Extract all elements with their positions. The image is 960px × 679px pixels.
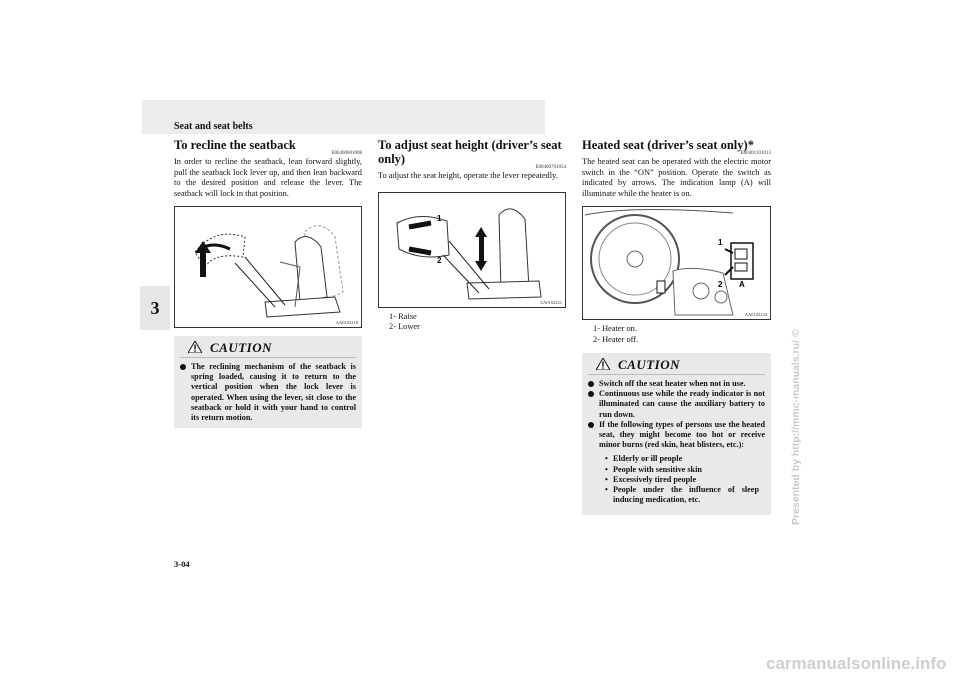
height-legend <box>378 312 566 333</box>
caution-title: CAUTION <box>210 340 273 355</box>
column-heated <box>582 138 771 515</box>
bullet-icon <box>588 422 594 428</box>
caution-item <box>180 362 356 423</box>
height-figure <box>378 192 566 308</box>
bullet-icon <box>588 391 594 397</box>
fig-label-a: A <box>739 280 745 289</box>
recline-body: In order to recline the seatback, lean forward slightly, pull the seatback lock lever up, and then lean backward to the desired position and release the lever. The seatback will lock in that position. <box>174 157 362 198</box>
heated-figure-code: AA0102234 <box>744 312 767 317</box>
dot-icon: • <box>605 454 608 464</box>
caution-subitem <box>605 485 759 505</box>
seat-height-illustration <box>379 193 565 307</box>
fig-label-1: 1 <box>718 238 723 247</box>
dot-icon: • <box>605 474 608 484</box>
seat-recline-illustration <box>175 207 361 327</box>
caution-sublist <box>599 450 765 510</box>
caution-subtext: People with sensitive skin <box>613 464 702 474</box>
heated-legend <box>582 324 771 345</box>
heated-seat-switch-illustration <box>583 207 770 319</box>
bullet-icon <box>180 364 186 370</box>
dot-icon: • <box>605 464 608 474</box>
legend-heater-off: 2- Heater off. <box>593 334 639 344</box>
site-watermark: carmanualsonline.info <box>766 654 947 673</box>
caution-title: CAUTION <box>618 357 681 372</box>
height-body: To adjust the seat height, operate the lever repeatedly. <box>378 171 558 180</box>
caution-subitem <box>605 475 759 485</box>
caution-subtext: Elderly or ill people <box>613 454 683 464</box>
caution-text: If the following types of persons use the heated seat, they might become too hot or receive minor burns (red skin, heat blisters, etc.): <box>599 419 765 450</box>
caution-box-heated <box>582 353 771 515</box>
bullet-icon <box>588 381 594 387</box>
warning-triangle-icon <box>188 341 202 353</box>
legend-lower: 2- Lower <box>389 322 420 331</box>
caution-text: Continuous use while the ready indicator is not illuminated can cause the auxiliary battery to run down. <box>599 389 765 419</box>
recline-heading: To recline the seatback <box>174 138 296 152</box>
legend-raise: 1- Raise <box>389 311 417 321</box>
caution-box-recline <box>174 336 362 428</box>
caution-header <box>588 353 765 375</box>
caution-item <box>588 379 765 389</box>
caution-subitem <box>605 454 759 464</box>
caution-subitem <box>605 465 759 475</box>
caution-subtext: Excessively tired people <box>613 474 697 484</box>
height-code: E00400701054 <box>535 165 566 170</box>
heated-body: The heated seat can be operated with the electric motor switch in the “ON” position. Operate the switch as indicated by arrows. The indication lamp (A) will illuminate while the heater is on. <box>582 157 771 198</box>
column-height <box>378 138 566 333</box>
warning-triangle-icon <box>596 358 610 370</box>
fig-label-2: 2 <box>718 280 723 289</box>
legend-heater-on: 1- Heater on. <box>593 324 637 333</box>
caution-item <box>588 420 765 511</box>
heated-figure <box>582 206 771 320</box>
recline-code: E00400601008 <box>331 151 362 156</box>
caution-item <box>588 389 765 420</box>
watermark: Presented by http://mmc-manuals.ru/ © <box>790 329 802 525</box>
heated-code: E00401101013 <box>740 151 771 156</box>
fig-label-1: 1 <box>437 213 442 223</box>
fig-label-2: 2 <box>437 255 442 265</box>
column-recline <box>174 138 362 428</box>
caution-list <box>582 375 771 515</box>
caution-list <box>174 358 362 428</box>
heated-heading: Heated seat (driver’s seat only)* <box>582 138 754 152</box>
section-header-title: Seat and seat belts <box>174 121 253 132</box>
caution-header <box>180 336 356 358</box>
recline-figure <box>174 206 362 328</box>
chapter-tab: 3 <box>140 286 170 330</box>
dot-icon: • <box>605 485 608 495</box>
caution-subtext: People under the influence of sleep inducing medication, etc. <box>613 485 759 505</box>
caution-text: The reclining mechanism of the seatback is spring loaded, causing it to return to the vertical position when the lock lever is operated. When using the lever, sit close to the seatback or hold it with your hand to control its return motion. <box>191 362 356 423</box>
page-number: 3-04 <box>174 559 190 569</box>
height-figure-code: AA0102221 <box>539 299 562 305</box>
height-heading: To adjust seat height (driver’s seat only) <box>378 138 562 166</box>
caution-text: Switch off the seat heater when not in use. <box>599 379 746 388</box>
recline-figure-code: AA0102218 <box>335 320 358 325</box>
